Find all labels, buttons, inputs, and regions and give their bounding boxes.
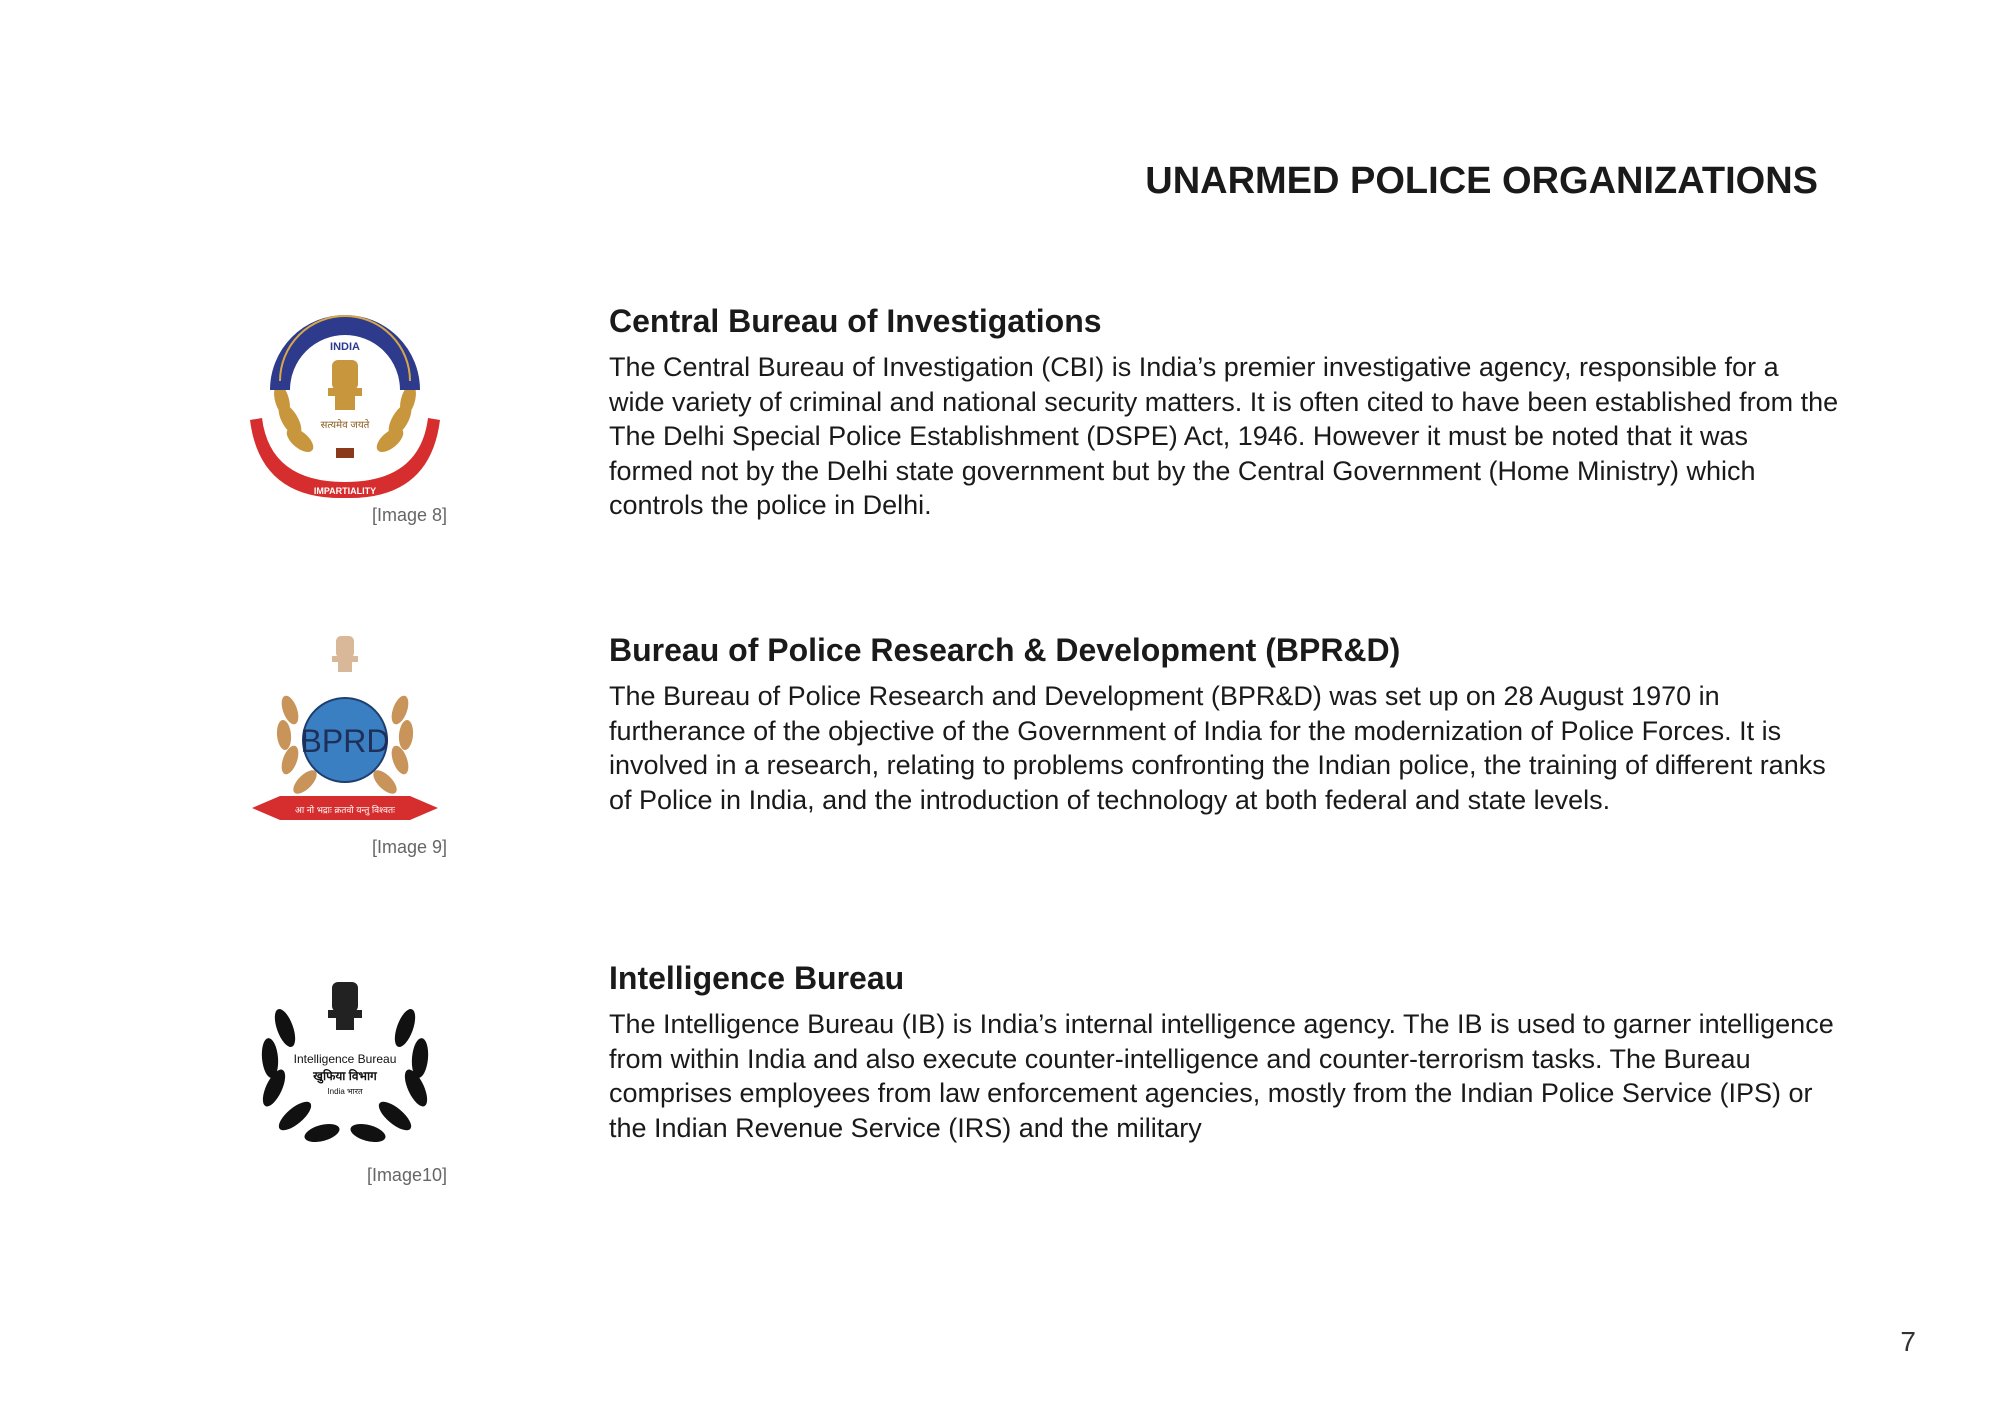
cbi-emblem-icon: [240, 300, 450, 510]
section-body: The Intelligence Bureau (IB) is India’s internal intelligence agency. The IB is used to garner intelligence from within India and also execute counter-intelligence and counter-terrorism tasks. The Bureau comprises employees from law enforcement agencies, mostly from the Indian Police Service (IPS) or the Indian Revenue Service (IRS) and the military: [609, 1009, 1834, 1143]
bprd-emblem-icon: [240, 630, 450, 840]
section-title: Central Bureau of Investigations: [609, 303, 1102, 339]
section-body: The Bureau of Police Research and Development (BPR&D) was set up on 28 August 1970 in furtherance of the objective of the Government of India for the modernization of Police Forces. It is involved in a research, relating to problems confronting the Indian police, the training of different ranks of Police in India, and the introduction of technology at both federal and state levels.: [609, 681, 1826, 815]
ib-line2: खुफिया विभाग: [313, 1069, 377, 1083]
ib-emblem-icon: [240, 968, 450, 1178]
section-body: The Central Bureau of Investigation (CBI) is India’s premier investigative agency, responsible for a wide variety of criminal and national security matters. It is often cited to have been established from the The Delhi Special Police Establishment (DSPE) Act, 1946. However it must be noted that it was formed not by the Delhi state government but by the Central Government (Home Ministry) which controls the police in Delhi.: [609, 352, 1839, 520]
svg-text:सत्यमेव जयते: सत्यमेव जयते: [320, 420, 370, 431]
svg-text:IMPARTIALITY: IMPARTIALITY: [313, 486, 377, 496]
cbi-top-text: INDIA: [330, 341, 360, 353]
image-caption: [Image10]: [366, 1165, 447, 1185]
page-number: 7: [1900, 1326, 1916, 1357]
bprd-center-text: BPRD: [300, 723, 390, 759]
section-title: Intelligence Bureau: [609, 960, 905, 996]
section-title: Bureau of Police Research & Development (BPR&D): [609, 632, 1401, 668]
image-caption: [Image 8]: [371, 505, 447, 525]
svg-text:आ नो भद्राः क्रतवो यन्तु विश्व: आ नो भद्राः क्रतवो यन्तु विश्वतः: [295, 805, 395, 815]
ib-line1: Intelligence Bureau: [293, 1052, 397, 1066]
page-title: UNARMED POLICE ORGANIZATIONS: [1145, 160, 1818, 202]
ib-line3: India भारत: [327, 1087, 363, 1096]
image-caption: [Image 9]: [371, 837, 447, 857]
